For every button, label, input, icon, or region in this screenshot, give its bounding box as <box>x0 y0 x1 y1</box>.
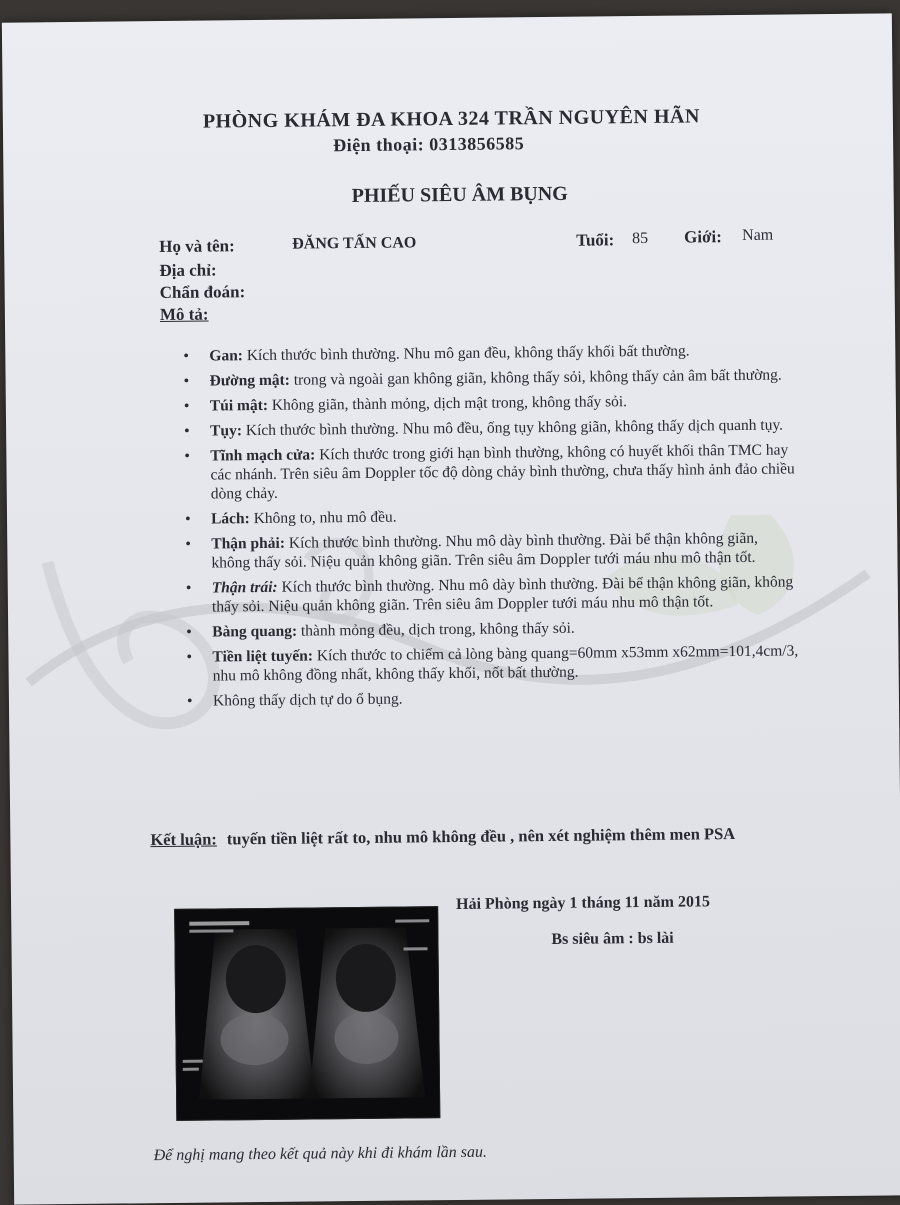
bullet-icon: • <box>187 692 193 711</box>
finding-text: Không to, nhu mô đều. <box>250 509 397 528</box>
finding-item <box>184 390 796 415</box>
finding-text: Kích thước bình thường. Nhu mô đều, ống tụy không giãn, không thấy dịch quanh tụy. <box>242 417 783 440</box>
ultrasound-scan-picture <box>175 907 439 1120</box>
finding-text: Kích thước bình thường. Nhu mô dày bình thường. Đài bể thận không giãn, không thấy sỏi. Niệu quản không giãn. Trên siêu âm Doppler tưới máu nhu mô thận tốt. <box>212 573 793 615</box>
report-paper <box>2 13 900 1204</box>
finding-key: Đường mật: <box>210 372 290 390</box>
finding-item <box>183 340 795 365</box>
finding-key: Lách: <box>211 510 250 527</box>
conclusion-label: Kết luận: <box>150 829 217 849</box>
patient-age: 85 <box>632 230 648 248</box>
finding-text: Kích thước to chiếm cả lòng bàng quang=60mm x53mm x62mm=101,4cm/3, nhu mô không đồng nhất, không thấy khối, nốt bất thường. <box>213 642 799 684</box>
finding-item <box>186 641 798 685</box>
finding-item <box>184 440 797 503</box>
ultrasound-image <box>174 906 440 1121</box>
description-label: Mô tả: <box>160 305 209 326</box>
finding-item <box>184 365 796 390</box>
finding-text: thành mỏng đều, dịch trong, không thấy sỏi. <box>297 620 575 640</box>
finding-text: Kích thước bình thường. Nhu mô dày bình thường. Đài bể thận không giãn, không thấy sỏi. Niệu quản không giãn. Trên siêu âm Doppler tưới máu nhu mô thận tốt. <box>211 530 758 572</box>
age-label: Tuổi: <box>576 230 614 250</box>
clinic-phone: Điện thoại: 0313856585 <box>333 133 524 156</box>
bullet-icon: • <box>184 447 190 466</box>
doctor-name: Bs siêu âm : bs lài <box>551 930 673 949</box>
findings-list <box>183 340 799 716</box>
finding-item <box>185 503 797 528</box>
finding-key: Túi mật: <box>210 397 268 415</box>
clinic-name: PHÒNG KHÁM ĐA KHOA 324 TRẦN NGUYÊN HÃN <box>203 105 700 133</box>
bullet-icon: • <box>184 422 190 441</box>
bullet-icon: • <box>184 397 190 416</box>
finding-item <box>187 685 799 710</box>
patient-name: ĐĂNG TẤN CAO <box>292 234 416 253</box>
finding-text: Không giãn, thành mỏng, dịch mật trong, không thấy sỏi. <box>268 393 627 414</box>
bullet-icon: • <box>186 623 192 642</box>
name-label: Họ và tên: <box>159 236 235 257</box>
conclusion-text: tuyến tiền liệt rất to, nhu mô không đều , nên xét nghiệm thêm men PSA <box>227 824 735 848</box>
finding-text: Kích thước trong giới hạn bình thường, không có huyết khối thân TMC hay các nhánh. Trên siêu âm Doppler tốc độ dòng chảy bình thường, chưa thấy hình ảnh đảo chiều dòng chảy. <box>210 441 794 502</box>
finding-key: Thận trái: <box>212 579 278 597</box>
finding-key: Bàng quang: <box>212 623 297 641</box>
bullet-icon: • <box>185 535 191 554</box>
bullet-icon: • <box>186 579 192 598</box>
bullet-icon: • <box>186 648 192 667</box>
finding-item <box>186 572 798 616</box>
finding-item <box>185 528 797 572</box>
finding-key: Gan: <box>209 347 243 364</box>
finding-item <box>186 616 798 641</box>
finding-key: Tiền liệt tuyến: <box>212 647 313 665</box>
finding-key: Thận phải: <box>211 535 285 553</box>
diagnosis-label: Chẩn đoán: <box>160 282 246 303</box>
sex-label: Giới: <box>684 227 722 247</box>
footer-note: Để nghị mang theo kết quả này khi đi khám lần sau. <box>154 1144 487 1165</box>
conclusion <box>150 822 830 851</box>
bullet-icon: • <box>185 510 191 529</box>
report-date: Hải Phòng ngày 1 tháng 11 năm 2015 <box>456 893 710 914</box>
finding-text: Không thấy dịch tự do ổ bụng. <box>213 691 403 710</box>
finding-text: Kích thước bình thường. Nhu mô gan đều, không thấy khối bất thường. <box>243 343 690 365</box>
finding-key: Tụy: <box>210 422 242 439</box>
bullet-icon: • <box>184 372 190 391</box>
address-label: Địa chỉ: <box>159 260 216 281</box>
bullet-icon: • <box>183 347 189 366</box>
patient-sex: Nam <box>742 227 773 245</box>
finding-key: Tĩnh mạch cửa: <box>210 446 315 464</box>
report-title: PHIẾU SIÊU ÂM BỤNG <box>352 183 568 208</box>
finding-item <box>184 415 796 440</box>
finding-text: trong và ngoài gan không giãn, không thấy sỏi, không thấy cản âm bất thường. <box>290 367 782 389</box>
